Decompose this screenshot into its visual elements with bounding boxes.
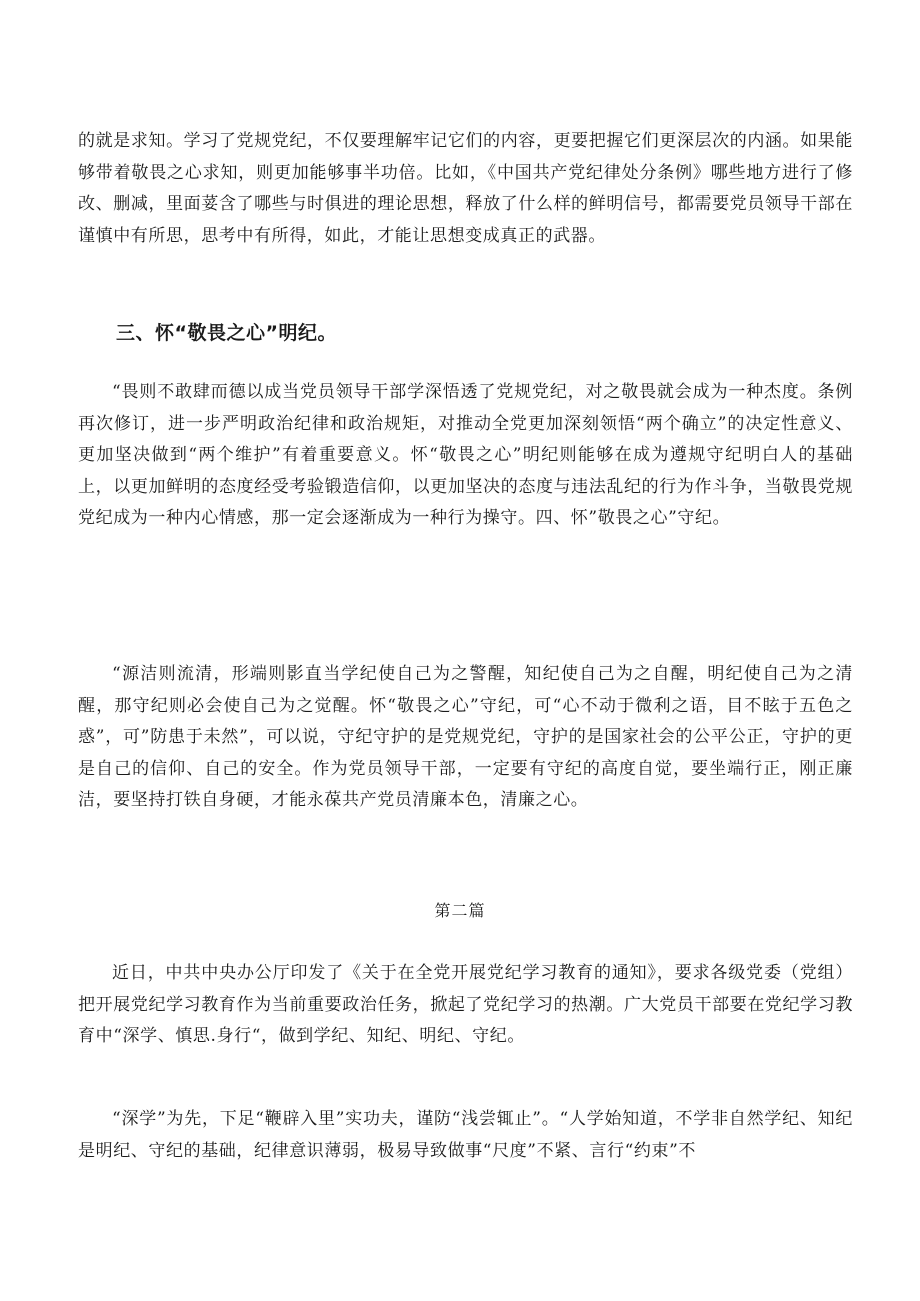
paragraph-deep-study: “深学”为先，下足“鞭辟入里”实功夫，谨防“浅尝辄止”。“人学始知道，不学非自然学纪、知纪是明纪、守纪的基础，纪律意识薄弱，极易导致做事“尺度”不紧、言行“约束”不 — [78, 1109, 853, 1161]
paragraph-awe-discipline: “畏则不敢肆而德以成当党员领导干部学深悟透了党规党纪，对之敬畏就会成为一种杰度。条例再次修订，进一步严明政治纪律和政治规矩，对推动全党更加深刻领悟“两个确立”的决定性意义、更加坚决做到“两个维护”有着重要意义。怀“敬畏之心”明纪则能够在成为遵规守纪明白人的基础上，以更加鲜明的态度经受考验锻造信仰，以更加坚决的态度与违法乱纪的行为作斗争，当敬畏党规党纪成为一种内心情感，那一定会逐渐成为一种行为操守。四、怀”敬畏之心”守纪。 — [78, 382, 853, 528]
paragraph-notice: 近日，中共中央办公厅印发了《关于在全党开展党纪学习教育的通知》，要求各级党委（党组）把开展党纪学习教育作为当前重要政治任务，掀起了党纪学习的热潮。广大党员干部要在党纪学习教育中“深学、慎思.身行“，做到学纪、知纪、明纪、守纪。 — [78, 963, 853, 1046]
paragraph-keep-discipline: “源洁则流清，形端则影直当学纪使自己为之警醒，知纪使自己为之自醒，明纪使自己为之清醒，那守纪则必会使自己为之觉醒。怀“敬畏之心”守纪，可“心不动于微利之语，目不眩于五色之惑”，可”防患于未然”，可以说，守纪守护的是党规党纪，守护的是国家社会的公平公正，守护的更是自己的信仰、自己的安全。作为党员领导干部，一定要有守纪的高度自觉，要坐端行正，刚正廉洁，要坚持打铁自身硬，才能永葆共产党员清廉本色，清廉之心。 — [78, 664, 853, 810]
paragraph-study-discipline: 的就是求知。学习了党规党纪，不仅要理解牢记它们的内容，更要把握它们更深层次的内涵。如果能够带着敬畏之心求知，则更加能够事半功倍。比如，《中国共产党纪律处分条例》哪些地方进行了修改、删减，里面荽含了哪些与时俱进的理论思想，释放了什么样的鲜明信号，都需要党员领导干部在谨慎中有所思，思考中有所得，如此，才能让思想变成真正的武器。 — [78, 131, 853, 246]
section-heading-three: 三、怀“敬畏之心”明纪。 — [116, 322, 337, 344]
section-title-part-two: 第二篇 — [434, 901, 486, 920]
